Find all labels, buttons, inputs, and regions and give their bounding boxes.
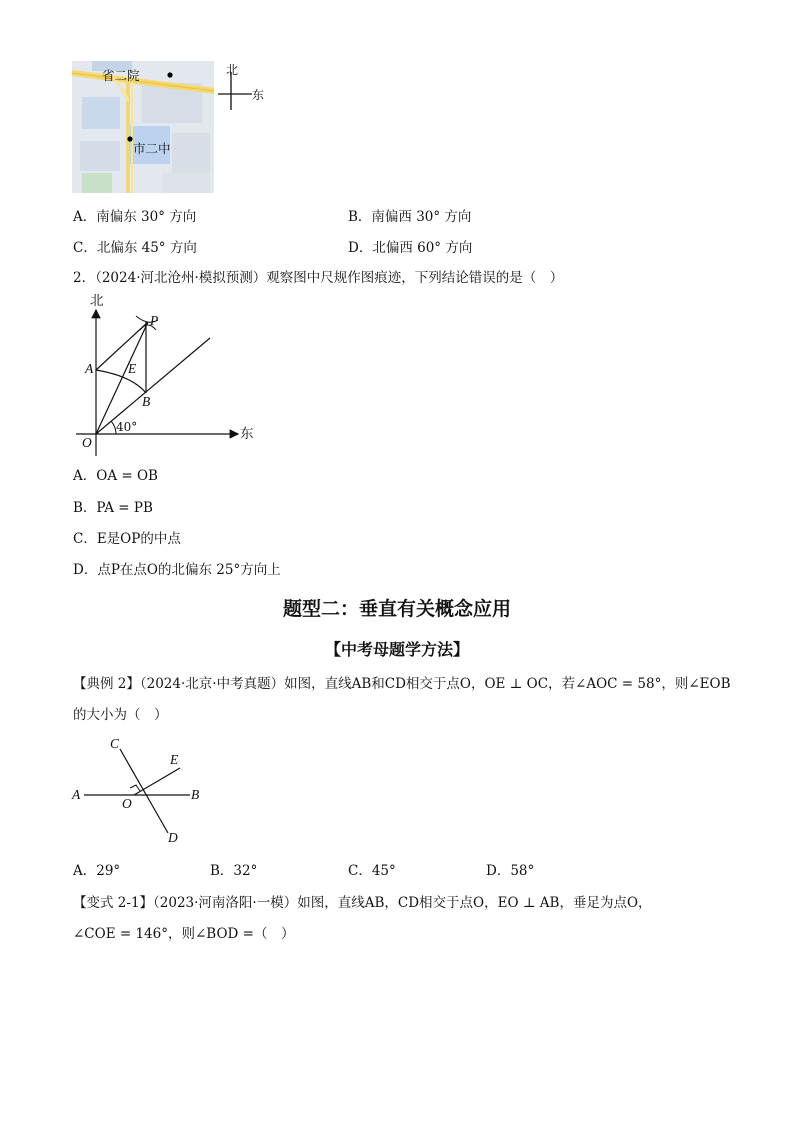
example-point-e: E	[170, 752, 179, 767]
q2-point-o: O	[82, 435, 92, 450]
section-subtitle: 【中考母题学方法】	[324, 640, 469, 659]
compass	[216, 62, 266, 112]
example-point-a: A	[72, 787, 81, 802]
q1-option-c: C．北偏东 45° 方向	[73, 240, 197, 256]
q2-stem: 2．（2024·河北沧州·模拟预测）观察图中尺规作图痕迹，下列结论错误的是（ ）	[73, 270, 564, 286]
q2-point-a: A	[85, 361, 94, 376]
example-point-c: C	[110, 736, 120, 751]
q2-east-label: 东	[240, 426, 254, 442]
q2-north-label: 北	[90, 293, 104, 309]
example-point-o: O	[122, 796, 132, 811]
q2-figure	[72, 290, 262, 460]
q1-option-a: A．南偏东 30° 方向	[73, 209, 197, 225]
q2-option-d: D．点P在点O的北偏东 25°方向上	[73, 562, 281, 578]
example-point-d: D	[168, 830, 178, 845]
compass-north: 北	[226, 63, 239, 77]
compass-east: 东	[252, 88, 265, 102]
q1-option-d: D．北偏西 60° 方向	[348, 240, 473, 256]
map-graphic	[72, 61, 214, 193]
example-line-2: 的大小为（ ）	[73, 707, 168, 723]
variant-line-1: 【变式 2-1】（2023·河南洛阳·一模）如图，直线AB，CD相交于点O，EO ⊥ AB，垂足为点O，	[73, 895, 652, 911]
q1-option-b: B．南偏西 30° 方向	[348, 209, 472, 225]
map-label-school: 市二中	[133, 141, 171, 156]
example-option-b: B．32°	[210, 863, 258, 879]
example-option-c: C．45°	[348, 863, 396, 879]
example-figure-graphic	[70, 735, 210, 850]
q2-option-a: A．OA = OB	[73, 468, 158, 484]
q2-option-b: B．PA = PB	[73, 500, 153, 516]
example-option-d: D．58°	[486, 863, 535, 879]
example-point-b: B	[191, 787, 200, 802]
q2-point-e: E	[128, 361, 137, 376]
q2-point-p: P	[150, 313, 159, 328]
q2-point-b: B	[142, 394, 151, 409]
q2-option-c: C．E是OP的中点	[73, 531, 181, 547]
map-label-hospital: 省二院	[102, 68, 140, 83]
q2-figure-graphic	[72, 290, 262, 460]
variant-line-2: ∠COE = 146°，则∠BOD =（ ）	[73, 926, 295, 942]
map-image	[72, 61, 214, 193]
example-figure	[70, 735, 210, 850]
section-title: 题型二：垂直有关概念应用	[282, 598, 511, 620]
example-option-a: A．29°	[73, 863, 121, 879]
q2-angle-label: 40°	[116, 420, 138, 434]
example-line-1: 【典例 2】（2024·北京·中考真题）如图，直线AB和CD相交于点O，OE ⊥ OC，若∠AOC = 58°，则∠EOB	[73, 676, 731, 692]
